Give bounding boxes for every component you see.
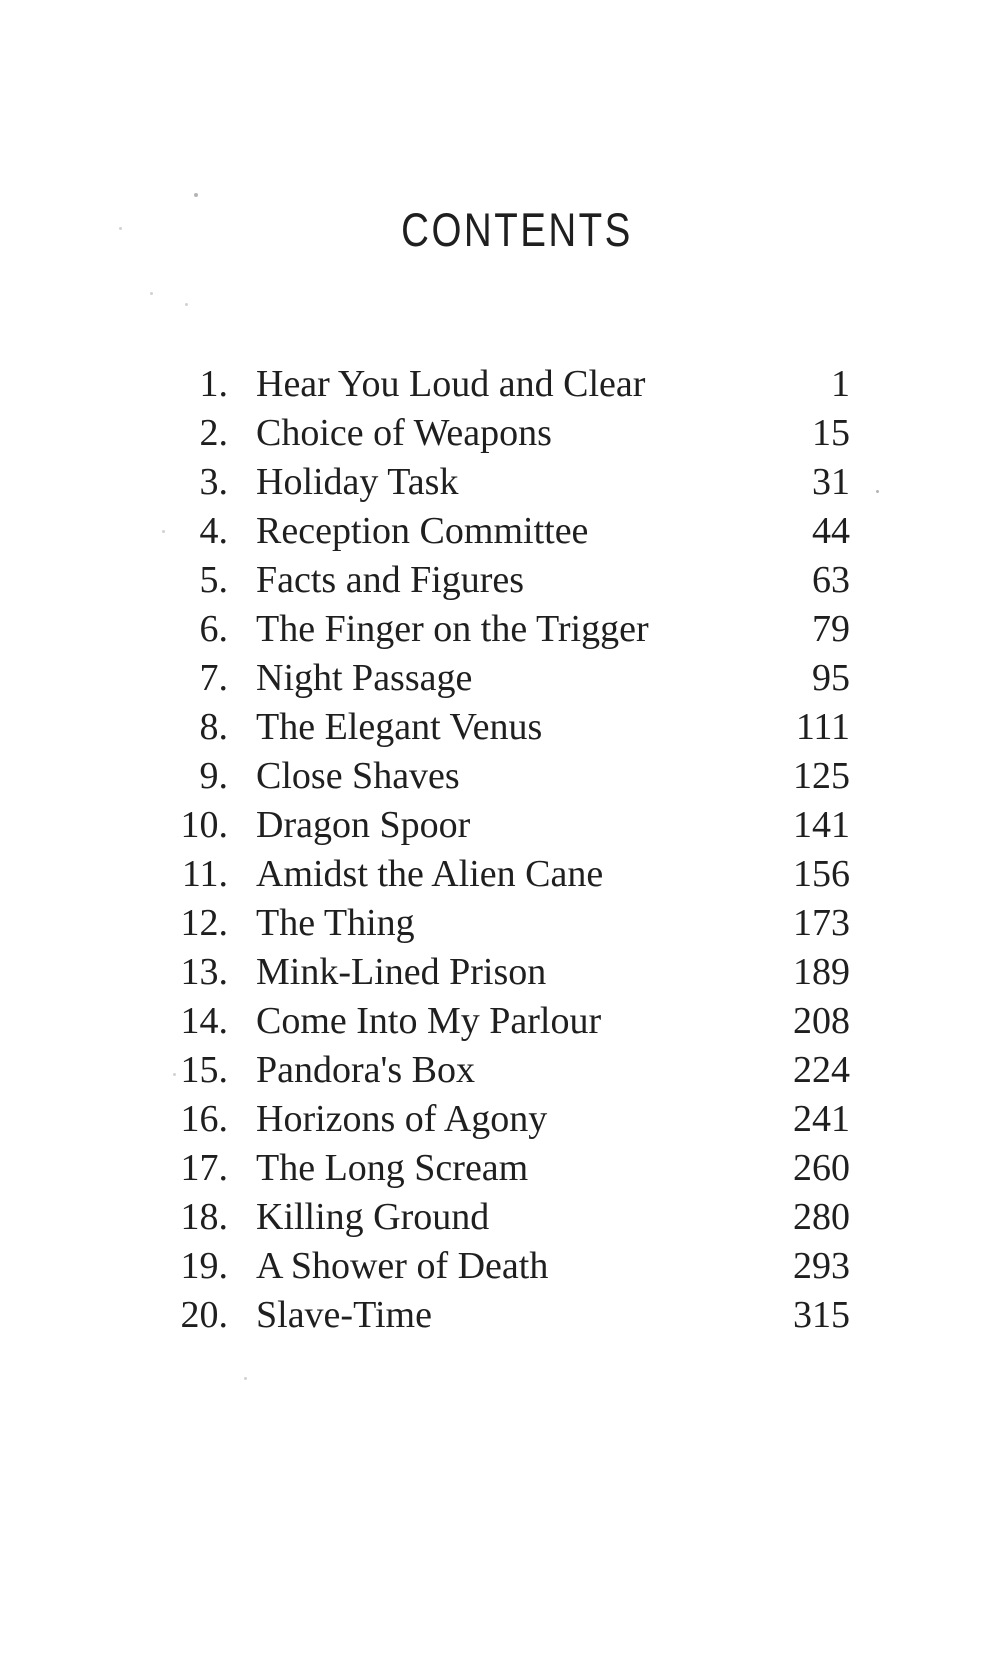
page-number: 111 <box>795 706 850 748</box>
chapter-title: Slave-Time <box>256 1294 432 1336</box>
chapter-number: 1. <box>199 363 228 405</box>
chapter-title: Reception Committee <box>256 510 589 552</box>
toc-list <box>170 362 850 1342</box>
page-number: 293 <box>793 1245 850 1287</box>
chapter-title: The Thing <box>256 902 415 944</box>
scan-speck <box>119 227 122 230</box>
scan-speck <box>244 1377 247 1380</box>
scan-speck <box>162 530 165 533</box>
page-number: 95 <box>812 657 850 699</box>
toc-entry <box>170 509 850 558</box>
toc-entry <box>170 1048 850 1097</box>
chapter-number: 6. <box>199 608 228 650</box>
chapter-number: 3. <box>199 461 228 503</box>
chapter-title: A Shower of Death <box>256 1245 549 1287</box>
toc-entry <box>170 1195 850 1244</box>
toc-entry <box>170 1097 850 1146</box>
scan-speck <box>185 303 188 306</box>
page-title: CONTENTS <box>401 203 633 256</box>
toc-entry <box>170 558 850 607</box>
chapter-number: 9. <box>199 755 228 797</box>
page-number: 79 <box>812 608 850 650</box>
toc-entry <box>170 999 850 1048</box>
chapter-title: Horizons of Agony <box>256 1098 548 1140</box>
page-number: 1 <box>831 363 850 405</box>
chapter-number: 11. <box>181 853 228 895</box>
scan-speck <box>173 1073 176 1076</box>
chapter-number: 7. <box>199 657 228 699</box>
chapter-number: 19. <box>180 1245 228 1287</box>
page-number: 63 <box>812 559 850 601</box>
toc-entry <box>170 607 850 656</box>
chapter-title: Facts and Figures <box>256 559 525 601</box>
scan-speck <box>194 193 198 197</box>
toc-entry <box>170 901 850 950</box>
toc-entry <box>170 754 850 803</box>
scan-speck <box>150 292 153 295</box>
page-number: 224 <box>793 1049 850 1091</box>
chapter-title: Choice of Weapons <box>256 412 552 454</box>
toc-entry <box>170 1146 850 1195</box>
chapter-number: 20. <box>180 1294 228 1336</box>
chapter-number: 10. <box>180 804 228 846</box>
chapter-title: Pandora's Box <box>256 1049 476 1091</box>
chapter-number: 15. <box>180 1049 228 1091</box>
chapter-title: Mink-Lined Prison <box>256 951 547 993</box>
chapter-number: 18. <box>180 1196 228 1238</box>
chapter-number: 13. <box>180 951 228 993</box>
chapter-title: Come Into My Parlour <box>256 1000 602 1042</box>
toc-entry <box>170 460 850 509</box>
toc-entry <box>170 705 850 754</box>
chapter-title: The Long Scream <box>256 1147 529 1189</box>
toc-entry <box>170 803 850 852</box>
chapter-title: Night Passage <box>256 657 473 699</box>
chapter-title: Amidst the Alien Cane <box>256 853 604 895</box>
chapter-title: Dragon Spoor <box>256 804 471 846</box>
toc-entry <box>170 411 850 460</box>
page-number: 189 <box>793 951 850 993</box>
scan-speck <box>876 490 879 493</box>
toc-entry <box>170 1293 850 1342</box>
chapter-number: 2. <box>199 412 228 454</box>
chapter-number: 12. <box>180 902 228 944</box>
page-number: 141 <box>793 804 850 846</box>
toc-entry <box>170 950 850 999</box>
chapter-number: 14. <box>180 1000 228 1042</box>
chapter-number: 17. <box>180 1147 228 1189</box>
chapter-title: Hear You Loud and Clear <box>256 363 646 405</box>
toc-entry <box>170 362 850 411</box>
chapter-title: Killing Ground <box>256 1196 490 1238</box>
chapter-title: Holiday Task <box>256 461 459 503</box>
chapter-title: The Elegant Venus <box>256 706 543 748</box>
chapter-number: 5. <box>199 559 228 601</box>
page-number: 280 <box>793 1196 850 1238</box>
page-number: 31 <box>812 461 850 503</box>
page-number: 44 <box>812 510 850 552</box>
toc-entry <box>170 656 850 705</box>
page-number: 173 <box>793 902 850 944</box>
page-number: 241 <box>793 1098 850 1140</box>
toc-entry <box>170 1244 850 1293</box>
page-number: 260 <box>793 1147 850 1189</box>
page-number: 156 <box>793 853 850 895</box>
chapter-number: 4. <box>199 510 228 552</box>
chapter-number: 16. <box>180 1098 228 1140</box>
chapter-number: 8. <box>199 706 228 748</box>
chapter-title: Close Shaves <box>256 755 460 797</box>
toc-entry <box>170 852 850 901</box>
page-number: 15 <box>812 412 850 454</box>
chapter-title: The Finger on the Trigger <box>256 608 649 650</box>
page-number: 315 <box>793 1294 850 1336</box>
page-number: 208 <box>793 1000 850 1042</box>
page-number: 125 <box>793 755 850 797</box>
